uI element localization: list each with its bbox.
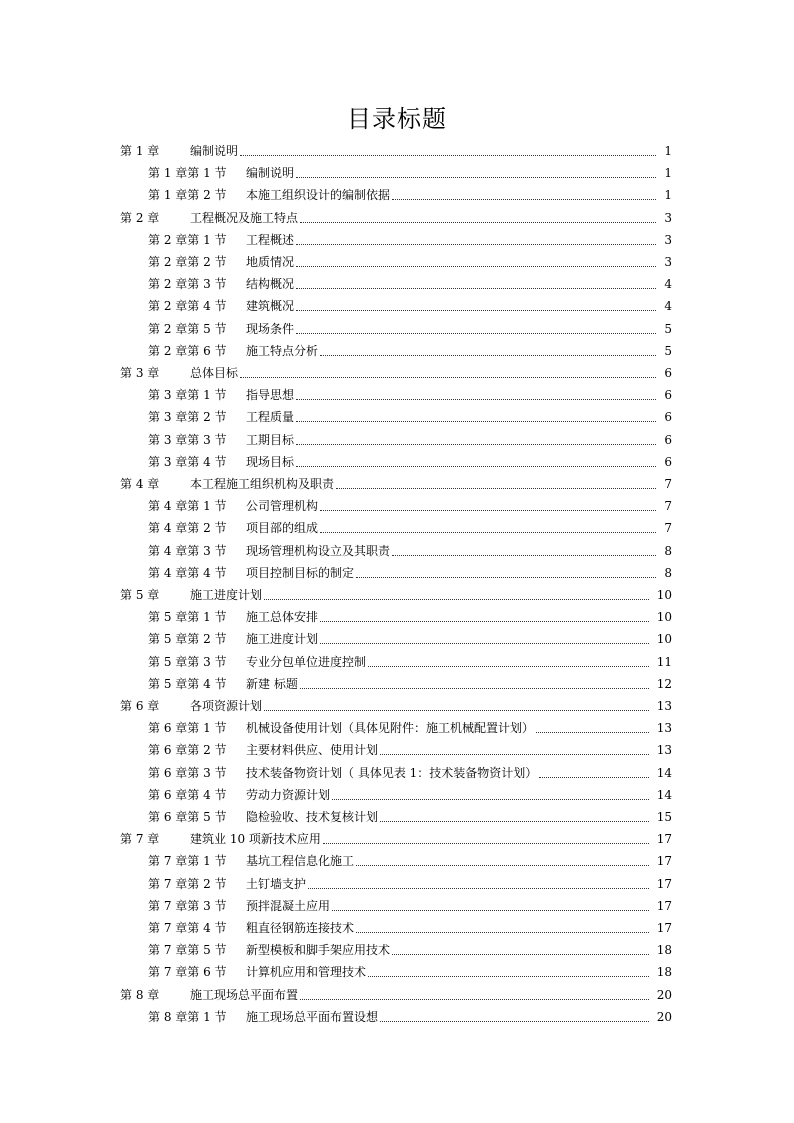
toc-chapter-entry[interactable] — [0, 828, 794, 850]
toc-entry-title: 结构概况 — [246, 277, 295, 292]
toc-entry-number: 第 4 章第 1 节 — [148, 499, 227, 514]
toc-entry-title: 粗直径钢筋连接技术 — [246, 921, 355, 935]
toc-dot-leader — [323, 843, 649, 844]
toc-entry-number: 第 7 章 — [120, 832, 160, 847]
toc-section-entry[interactable] — [0, 939, 794, 961]
toc-entry-number: 第 2 章第 4 节 — [148, 299, 227, 314]
toc-dot-leader — [392, 954, 649, 955]
toc-entry-title: 地质情况 — [246, 255, 295, 269]
toc-entry-title: 建筑业 10 项新技术应用 — [190, 832, 321, 847]
toc-section-entry[interactable] — [0, 318, 794, 340]
toc-page-number: 17 — [656, 854, 672, 869]
toc-section-entry[interactable] — [0, 495, 794, 517]
toc-entry-number: 第 8 章 — [120, 987, 160, 1002]
toc-entry-title: 施工总体安排 — [246, 610, 319, 625]
toc-entry-number: 第 7 章第 4 节 — [148, 921, 227, 935]
toc-section-entry[interactable] — [0, 340, 794, 362]
toc-page-number: 10 — [656, 632, 672, 647]
toc-page-number: 7 — [664, 477, 672, 491]
toc-page-number: 15 — [656, 810, 672, 824]
toc-entry-number: 第 6 章第 5 节 — [148, 810, 227, 824]
toc-dot-leader — [240, 377, 656, 378]
toc-entry-title: 公司管理机构 — [246, 499, 319, 514]
toc-chapter-entry[interactable] — [0, 695, 794, 717]
toc-entry-title: 施工进度计划 — [190, 588, 263, 602]
toc-entry-title: 编制说明 — [246, 166, 295, 181]
toc-entry-title: 建筑概况 — [246, 299, 295, 314]
toc-entry-title: 劳动力资源计划 — [246, 787, 331, 802]
toc-page-number: 13 — [656, 721, 672, 736]
toc-section-entry[interactable] — [0, 628, 794, 650]
toc-page-number: 5 — [664, 321, 672, 336]
toc-entry-title: 各项资源计划 — [190, 699, 263, 713]
toc-entry-number: 第 6 章第 1 节 — [148, 721, 227, 736]
toc-dot-leader — [300, 999, 649, 1000]
toc-dot-leader — [336, 488, 656, 489]
toc-entry-number: 第 6 章第 4 节 — [148, 787, 227, 802]
toc-entry-number: 第 6 章第 3 节 — [148, 765, 227, 780]
toc-entry-number: 第 7 章第 3 节 — [148, 898, 227, 913]
toc-page-number: 3 — [664, 255, 672, 269]
toc-entry-title: 技术装备物资计划（ 具体见表 1：技术装备物资计划） — [246, 765, 538, 780]
toc-entry-number: 第 1 章第 2 节 — [148, 188, 227, 203]
toc-page-number: 3 — [664, 210, 672, 225]
toc-entry-number: 第 4 章第 4 节 — [148, 565, 227, 580]
toc-entry-number: 第 5 章第 1 节 — [148, 610, 227, 625]
toc-section-entry[interactable] — [0, 517, 794, 539]
toc-entry-title: 工程概况及施工特点 — [190, 210, 299, 225]
toc-page-number: 4 — [664, 299, 672, 314]
toc-dot-leader — [320, 621, 649, 622]
toc-page-number: 20 — [656, 987, 672, 1002]
toc-section-entry[interactable] — [0, 251, 794, 273]
toc-section-entry[interactable] — [0, 606, 794, 628]
toc-dot-leader — [332, 910, 649, 911]
toc-page-number: 1 — [664, 166, 672, 181]
toc-chapter-entry[interactable] — [0, 207, 794, 229]
toc-dot-leader — [392, 555, 656, 556]
toc-dot-leader — [320, 355, 656, 356]
toc-entry-number: 第 5 章第 3 节 — [148, 654, 227, 669]
toc-page-number: 12 — [656, 676, 672, 691]
toc-entry-number: 第 6 章第 2 节 — [148, 743, 227, 758]
toc-dot-leader — [320, 532, 656, 533]
toc-dot-leader — [332, 799, 649, 800]
toc-dot-leader — [320, 510, 656, 511]
toc-dot-leader — [300, 688, 649, 689]
toc-page-number: 4 — [664, 277, 672, 292]
toc-entry-number: 第 1 章 — [120, 144, 160, 158]
toc-dot-leader — [380, 1021, 649, 1022]
toc-section-entry[interactable] — [0, 1006, 794, 1028]
toc-entry-title: 项目部的组成 — [246, 521, 319, 536]
toc-entry-title: 施工进度计划 — [246, 632, 319, 647]
toc-chapter-entry[interactable] — [0, 140, 794, 162]
toc-entry-number: 第 7 章第 2 节 — [148, 876, 227, 891]
toc-page-number: 18 — [656, 965, 672, 980]
toc-section-entry[interactable] — [0, 562, 794, 584]
toc-entry-title: 指导思想 — [246, 388, 295, 403]
toc-page-number: 7 — [664, 521, 672, 536]
toc-section-entry[interactable] — [0, 895, 794, 917]
toc-section-entry[interactable] — [0, 429, 794, 451]
toc-entry-number: 第 5 章第 4 节 — [148, 676, 227, 691]
toc-section-entry[interactable] — [0, 717, 794, 739]
toc-page-number: 1 — [664, 144, 672, 158]
toc-entry-number: 第 2 章第 6 节 — [148, 343, 227, 358]
toc-section-entry[interactable] — [0, 651, 794, 673]
toc-section-entry[interactable] — [0, 806, 794, 828]
toc-dot-leader — [296, 466, 656, 467]
toc-page-number: 7 — [664, 499, 672, 514]
toc-section-entry[interactable] — [0, 229, 794, 251]
toc-entry-title: 隐检验收、技术复核计划 — [246, 810, 379, 824]
toc-entry-title: 工期目标 — [246, 432, 295, 447]
toc-dot-leader — [240, 155, 656, 156]
toc-section-entry[interactable] — [0, 406, 794, 428]
toc-dot-leader — [308, 888, 649, 889]
toc-page-number: 17 — [656, 898, 672, 913]
toc-section-entry[interactable] — [0, 784, 794, 806]
toc-page-number: 20 — [656, 1009, 672, 1024]
toc-dot-leader — [320, 643, 649, 644]
toc-section-entry[interactable] — [0, 762, 794, 784]
toc-entry-number: 第 2 章第 1 节 — [148, 232, 227, 247]
toc-chapter-entry[interactable] — [0, 584, 794, 606]
toc-entry-title: 施工特点分析 — [246, 343, 319, 358]
toc-page-number: 10 — [656, 588, 672, 602]
toc-dot-leader — [296, 333, 656, 334]
toc-chapter-entry[interactable] — [0, 473, 794, 495]
toc-entry-number: 第 3 章 — [120, 366, 160, 380]
toc-section-entry[interactable] — [0, 739, 794, 761]
toc-entry-title: 新建 标题 — [246, 676, 298, 691]
toc-page-number: 6 — [664, 366, 672, 380]
toc-entry-number: 第 2 章第 5 节 — [148, 321, 227, 336]
toc-entry-title: 现场目标 — [246, 454, 295, 469]
toc-entry-number: 第 2 章第 3 节 — [148, 277, 227, 292]
toc-dot-leader — [368, 666, 649, 667]
toc-chapter-entry[interactable] — [0, 362, 794, 384]
toc-section-entry[interactable] — [0, 850, 794, 872]
toc-dot-leader — [296, 421, 656, 422]
toc-section-entry[interactable] — [0, 295, 794, 317]
toc-dot-leader — [264, 599, 649, 600]
page-title: 目录标题 — [347, 105, 447, 133]
toc-entry-number: 第 7 章第 5 节 — [148, 943, 227, 958]
toc-entry-title: 专业分包单位进度控制 — [246, 654, 367, 669]
toc-page-number: 5 — [664, 343, 672, 358]
toc-entry-number: 第 5 章 — [120, 588, 160, 602]
toc-entry-title: 现场管理机构设立及其职责 — [246, 543, 391, 558]
toc-entry-number: 第 7 章第 1 节 — [148, 854, 227, 869]
toc-page-number: 17 — [656, 832, 672, 847]
toc-entry-title: 新型模板和脚手架应用技术 — [246, 943, 391, 958]
toc-entry-number: 第 3 章第 2 节 — [148, 410, 227, 425]
toc-dot-leader — [380, 754, 649, 755]
toc-page-number: 6 — [664, 388, 672, 403]
toc-entry-number: 第 4 章第 2 节 — [148, 521, 227, 536]
toc-page-number: 13 — [656, 743, 672, 758]
toc-dot-leader — [392, 199, 656, 200]
toc-entry-number: 第 3 章第 3 节 — [148, 432, 227, 447]
toc-page-number: 13 — [656, 699, 672, 713]
toc-dot-leader — [296, 399, 656, 400]
toc-page-number: 11 — [656, 654, 672, 669]
toc-section-entry[interactable] — [0, 451, 794, 473]
toc-page-number: 6 — [664, 432, 672, 447]
toc-entry-number: 第 1 章第 1 节 — [148, 166, 227, 181]
toc-page-number: 8 — [664, 565, 672, 580]
toc-entry-number: 第 2 章第 2 节 — [148, 255, 227, 269]
toc-entry-number: 第 4 章 — [120, 477, 160, 491]
toc-entry-title: 本工程施工组织机构及职责 — [190, 477, 335, 491]
toc-entry-title: 本施工组织设计的编制依据 — [246, 188, 391, 203]
toc-dot-leader — [296, 310, 656, 311]
toc-dot-leader — [539, 777, 649, 778]
toc-page-number: 8 — [664, 543, 672, 558]
toc-entry-title: 计算机应用和管理技术 — [246, 965, 367, 980]
toc-dot-leader — [296, 288, 656, 289]
toc-page-number: 14 — [656, 787, 672, 802]
toc-entry-number: 第 3 章第 4 节 — [148, 454, 227, 469]
toc-dot-leader — [356, 865, 649, 866]
toc-entry-number: 第 5 章第 2 节 — [148, 632, 227, 647]
toc-dot-leader — [300, 222, 656, 223]
toc-entry-number: 第 6 章 — [120, 699, 160, 713]
toc-section-entry[interactable] — [0, 917, 794, 939]
toc-section-entry[interactable] — [0, 384, 794, 406]
toc-dot-leader — [356, 577, 656, 578]
toc-page-number: 10 — [656, 610, 672, 625]
toc-dot-leader — [356, 932, 649, 933]
toc-page-number: 17 — [656, 876, 672, 891]
toc-page-number: 17 — [656, 921, 672, 935]
toc-entry-number: 第 7 章第 6 节 — [148, 965, 227, 980]
toc-page-number: 3 — [664, 232, 672, 247]
toc-entry-number: 第 8 章第 1 节 — [148, 1009, 227, 1024]
toc-page-number: 18 — [656, 943, 672, 958]
toc-entry-number: 第 3 章第 1 节 — [148, 388, 227, 403]
toc-dot-leader — [536, 732, 649, 733]
toc-entry-title: 项目控制目标的制定 — [246, 565, 355, 580]
toc-dot-leader — [264, 710, 649, 711]
toc-entry-title: 工程概述 — [246, 232, 295, 247]
toc-dot-leader — [296, 244, 656, 245]
toc-dot-leader — [296, 444, 656, 445]
toc-dot-leader — [296, 177, 656, 178]
toc-entry-title: 工程质量 — [246, 410, 295, 425]
toc-entry-number: 第 4 章第 3 节 — [148, 543, 227, 558]
toc-dot-leader — [368, 976, 649, 977]
toc-dot-leader — [296, 266, 656, 267]
toc-page-number: 14 — [656, 765, 672, 780]
toc-entry-title: 预拌混凝土应用 — [246, 898, 331, 913]
toc-section-entry[interactable] — [0, 873, 794, 895]
toc-page-number: 6 — [664, 410, 672, 425]
toc-entry-title: 编制说明 — [190, 144, 239, 158]
toc-entry-title: 主要材料供应、使用计划 — [246, 743, 379, 758]
toc-entry-title: 施工现场总平面布置设想 — [246, 1009, 379, 1024]
toc-entry-title: 基坑工程信息化施工 — [246, 854, 355, 869]
toc-page-number: 6 — [664, 454, 672, 469]
toc-entry-title: 现场条件 — [246, 321, 295, 336]
toc-section-entry[interactable] — [0, 273, 794, 295]
toc-section-entry[interactable] — [0, 673, 794, 695]
toc-section-entry[interactable] — [0, 961, 794, 983]
toc-chapter-entry[interactable] — [0, 984, 794, 1006]
toc-entry-number: 第 2 章 — [120, 210, 160, 225]
toc-section-entry[interactable] — [0, 540, 794, 562]
toc-entry-title: 施工现场总平面布置 — [190, 987, 299, 1002]
toc-section-entry[interactable] — [0, 184, 794, 206]
toc-dot-leader — [380, 821, 649, 822]
toc-section-entry[interactable] — [0, 162, 794, 184]
toc-page-number: 1 — [664, 188, 672, 203]
toc-entry-title: 土钉墙支护 — [246, 876, 307, 891]
toc-entry-title: 机械设备使用计划（具体见附件：施工机械配置计划） — [246, 721, 535, 736]
toc-entry-title: 总体目标 — [190, 366, 239, 380]
